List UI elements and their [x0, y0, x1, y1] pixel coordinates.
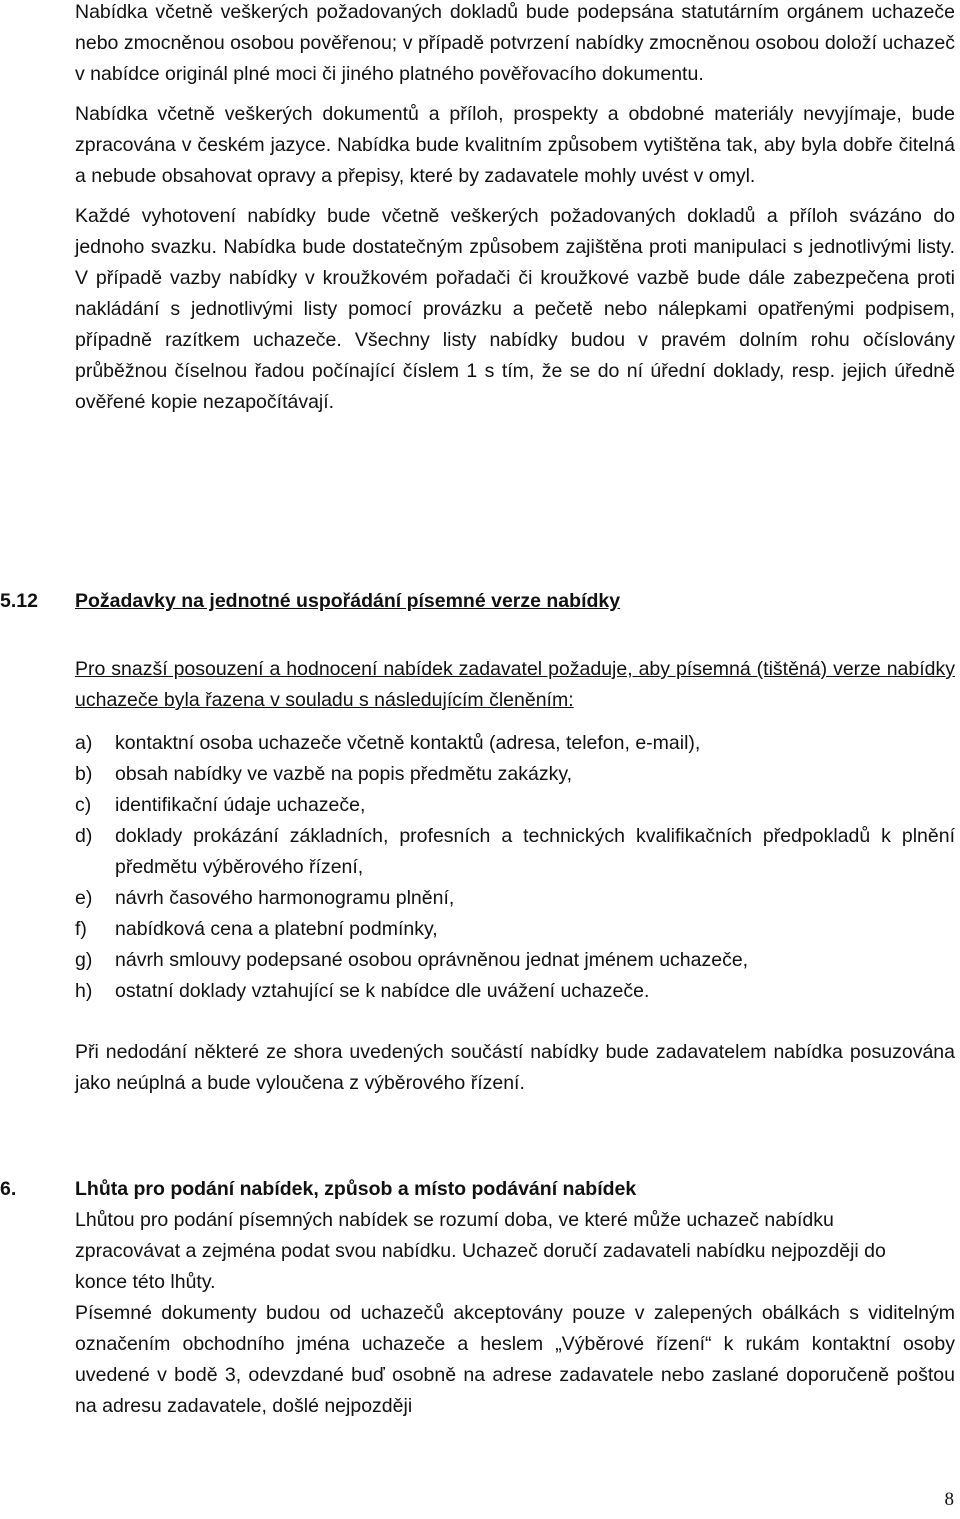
section-6-body	[75, 1205, 955, 1422]
section-5-12-closing	[75, 1037, 955, 1099]
paragraph-binding: Každé vyhotovení nabídky bude včetně veškerých požadovaných dokladů a příloh svázáno do jednoho svazku. Nabídka bude dostatečným způsobem zajištěna proti manipulaci s jednotlivými listy. V případě vazby nabídky v kroužkovém pořadači či kroužkové vazbě bude dále zabezpečena proti nakládání s jednotlivými listy pomocí provázku a pečetě nebo nálepkami opatřenými podpisem, případně razítkem uchazeče. Všechny listy nabídky budou v pravém dolním rohu očíslovány průběžnou číselnou řadou počínající číslem 1 s tím, že se do ní úřední doklady, resp. jejich úředně ověřené kopie nezapočítávají.	[75, 205, 955, 413]
list-item: c) identifikační údaje uchazeče,	[75, 794, 366, 816]
paragraph-deadline: Lhůtou pro podání písemných nabídek se rozumí doba, ve které může uchazeč nabídku zpracovávat a zejména podat svou nabídku. Uchazeč doručí zadavateli nabídku nejpozději do konce této lhůty.	[75, 1209, 886, 1293]
list-item: d) doklady prokázání základních, profesních a technických kvalifikačních předpokladů k plnění předmětu výběrového řízení,	[75, 825, 955, 878]
intro-text: Pro snazší posouzení a hodnocení nabídek zadavatel požaduje, aby písemná (tištěná) verze nabídky uchazeče byla řazena v souladu s následujícím členěním:	[75, 658, 955, 711]
list-item: e) návrh časového harmonogramu plnění,	[75, 887, 455, 909]
section-6-heading	[0, 1174, 637, 1205]
top-paragraphs	[75, 0, 955, 418]
list-item: g) návrh smlouvy podepsané osobou oprávněnou jednat jménem uchazeče,	[75, 949, 749, 971]
section-5-12-heading	[0, 586, 621, 617]
paragraph-documents: Písemné dokumenty budou od uchazečů akceptovány pouze v zalepených obálkách s viditelným označením obchodního jména uchazeče a heslem „Výběrové řízení“ k rukám kontaktní osoby uvedené v bodě 3, odevzdané buď osobně na adrese zadavatele nebo zaslané doporučeně poštou na adresu zadavatele, došlé nejpozději	[75, 1302, 955, 1417]
section-title: Požadavky na jednotné uspořádání písemné verze nabídky	[75, 590, 621, 612]
section-number: 5.12	[0, 590, 38, 612]
paragraph-language: Nabídka včetně veškerých dokumentů a příloh, prospekty a obdobné materiály nevyjímaje, bude zpracována v českém jazyce. Nabídka bude kvalitním způsobem vytištěna tak, aby byla dobře čitelná a nebude obsahovat opravy a přepisy, které by zadavatele mohly uvést v omyl.	[75, 103, 955, 187]
section-title: Lhůta pro podání nabídek, způsob a místo podávání nabídek	[75, 1178, 637, 1200]
requirements-list	[75, 728, 955, 1007]
list-item: b) obsah nabídky ve vazbě na popis předmětu zakázky,	[75, 763, 573, 785]
paragraph-signature: Nabídka včetně veškerých požadovaných dokladů bude podepsána statutárním orgánem uchazeče nebo zmocněnou osobou pověřenou; v případě potvrzení nabídky zmocněnou osobou doloží uchazeč v nabídce originál plné moci či jiného platného pověřovacího dokumentu.	[75, 1, 955, 85]
page-number: 8	[944, 1489, 954, 1510]
list-item: h) ostatní doklady vztahující se k nabídce dle uvážení uchazeče.	[75, 980, 650, 1002]
requirements-list-container	[75, 728, 955, 1007]
closing-text: Při nedodání některé ze shora uvedených součástí nabídky bude zadavatelem nabídka posuzována jako neúplná a bude vyloučena z výběrového řízení.	[75, 1041, 955, 1094]
list-item: f) nabídková cena a platební podmínky,	[75, 918, 438, 940]
section-number: 6.	[0, 1178, 17, 1200]
list-item: a) kontaktní osoba uchazeče včetně kontaktů (adresa, telefon, e-mail),	[75, 732, 701, 754]
section-5-12-intro	[75, 654, 955, 716]
